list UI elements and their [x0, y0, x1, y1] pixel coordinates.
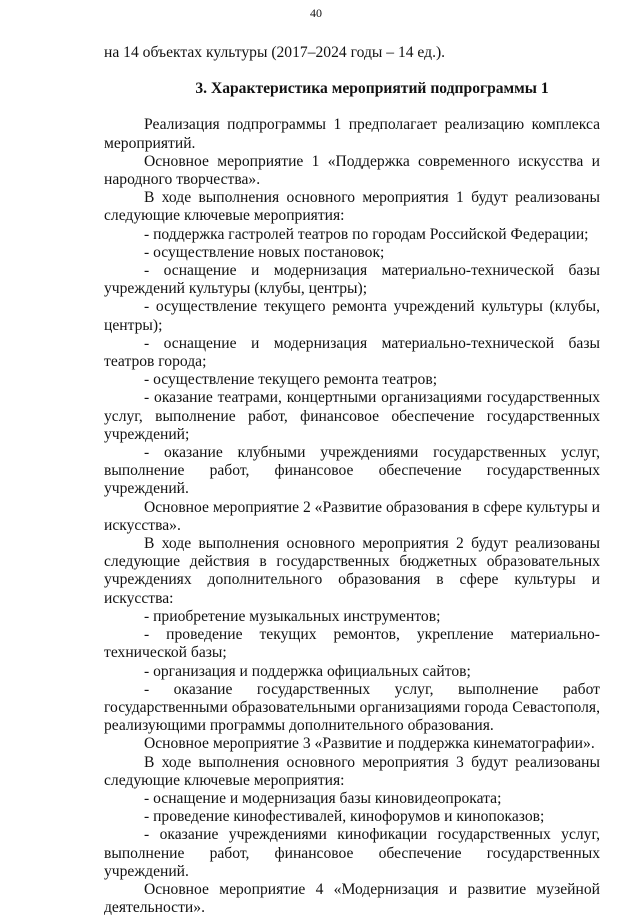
list-item: - проведение текущих ремонтов, укрепление материально-технической базы; — [104, 626, 600, 662]
list-item: - оказание клубными учреждениями государственных услуг, выполнение работ, финансовое обеспечение государственных учреждений. — [104, 444, 600, 498]
list-item: - оснащение и модернизация материально-технической базы учреждений культуры (клубы, центры); — [104, 262, 600, 298]
paragraph: Основное мероприятие 4 «Модернизация и развитие музейной деятельности». — [104, 880, 600, 917]
list-item: - организация и поддержка официальных сайтов; — [144, 662, 471, 680]
paragraph: В ходе выполнения основного мероприятия 2 будут реализованы следующие действия в государственных бюджетных образовательных учреждениях дополнительного образования в сфере культуры и искусства: — [104, 535, 600, 607]
list-item: - оснащение и модернизация материально-технической базы театров города; — [104, 334, 600, 371]
paragraph: Основное мероприятие 2 «Развитие образования в сфере культуры и искусства». — [104, 498, 600, 534]
list-item: - осуществление новых постановок; — [144, 243, 385, 261]
paragraph: Реализация подпрограммы 1 предполагает реализацию комплекса мероприятий. — [104, 116, 600, 152]
paragraph: Основное мероприятие 3 «Развитие и поддержка кинематографии». — [144, 735, 595, 753]
section-heading: 3. Характеристика мероприятий подпрограммы 1 — [195, 80, 549, 98]
paragraph: В ходе выполнения основного мероприятия 1 будут реализованы следующие ключевые мероприятия: — [104, 189, 600, 225]
list-item: - оснащение и модернизация базы киновидеопроката; — [144, 789, 502, 807]
page-number: 40 — [310, 6, 322, 20]
document-body — [104, 44, 600, 917]
paragraph: Основное мероприятие 1 «Поддержка современного искусства и народного творчества». — [104, 152, 600, 189]
list-item: - оказание театрами, концертными организациями государственных услуг, выполнение работ, финансовое обеспечение государственных учреждений; — [104, 389, 600, 443]
list-item: - осуществление текущего ремонта учреждений культуры (клубы, центры); — [104, 298, 600, 334]
intro-line: на 14 объектах культуры (2017–2024 годы – 14 ед.). — [104, 44, 446, 61]
list-item: - приобретение музыкальных инструментов; — [144, 607, 441, 625]
list-item: - поддержка гастролей театров по городам Российской Федерации; — [144, 225, 589, 243]
list-item: - оказание учреждениями кинофикации государственных услуг, выполнение работ, финансовое обеспечение государственных учреждений. — [104, 826, 600, 880]
list-item: - проведение кинофестивалей, кинофорумов и кинопоказов; — [144, 808, 545, 826]
paragraph: В ходе выполнения основного мероприятия 3 будут реализованы следующие ключевые мероприятия: — [104, 753, 600, 789]
list-item: - оказание государственных услуг, выполнение работ государственными образовательными организациями города Севастополя, реализующими программы дополнительного образования. — [104, 680, 600, 735]
list-item: - осуществление текущего ремонта театров; — [144, 371, 438, 389]
